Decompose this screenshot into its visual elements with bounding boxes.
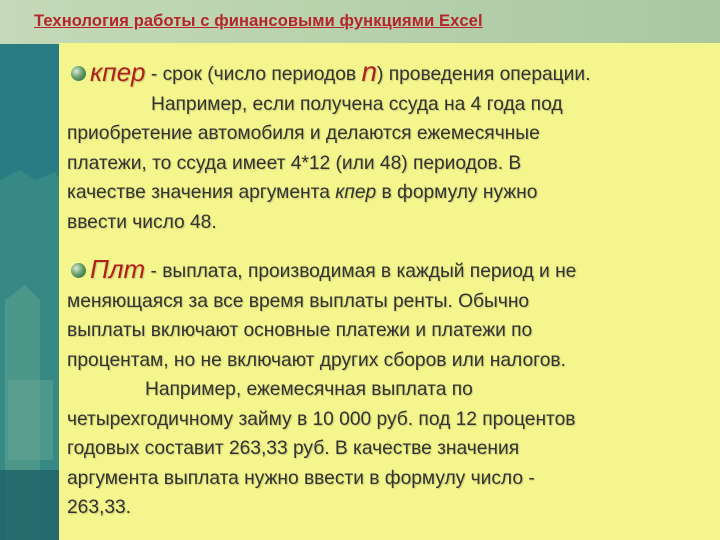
kper-heading-end: ) проведения операции. xyxy=(377,64,591,85)
plt-line-8: 263,33. xyxy=(67,497,132,518)
kper-dash-text: - срок (число периодов xyxy=(145,64,362,85)
plt-line-4 xyxy=(59,375,720,405)
kper-line-4-start: качестве значения аргумента xyxy=(67,182,336,203)
content-panel xyxy=(59,43,720,540)
kper-line-3: платежи, то ссуда имеет 4*12 (или 48) периодов. В xyxy=(67,152,522,174)
slide-title: Технология работы с финансовыми функциями Excel xyxy=(34,12,483,30)
plt-line-6: годовых составит 263,33 руб. В качестве значения xyxy=(67,438,520,459)
term-kper: кпер xyxy=(90,57,146,87)
plt-line-2: выплаты включают основные платежи и платежи по xyxy=(67,320,533,341)
plt-heading-line xyxy=(59,255,720,287)
term-plt: Плт xyxy=(90,254,146,284)
plt-line-3: процентам, но не включают других сборов или налогов. xyxy=(67,349,566,371)
kper-line-5: ввести число 48. xyxy=(67,211,217,233)
n-symbol: n xyxy=(361,56,378,87)
plt-heading-end: - выплата, производимая в каждый период и не xyxy=(145,261,577,282)
section-kper xyxy=(59,57,720,237)
kper-line-1 xyxy=(59,90,720,120)
plt-line-7: аргумента выплата нужно ввести в формулу число - xyxy=(67,467,535,489)
bullet-icon xyxy=(71,66,86,81)
plt-line-4-text: Например, ежемесячная выплата по xyxy=(145,379,473,400)
bullet-icon xyxy=(71,263,86,278)
kper-line-4 xyxy=(59,178,720,208)
kper-heading-line xyxy=(59,57,720,90)
kper-line-4-end: в формулу нужно xyxy=(376,182,538,203)
plt-line-1: меняющаяся за все время выплаты ренты. Обычно xyxy=(67,290,530,312)
plt-line-5: четырехгодичному займу в 10 000 руб. под 12 процентов xyxy=(67,408,576,430)
section-plt xyxy=(59,255,720,523)
kper-line-1-text: Например, если получена ссуда на 4 года под xyxy=(151,93,563,115)
kper-inline-term: кпер xyxy=(335,182,377,203)
kper-line-2: приобретение автомобиля и делаются ежемесячные xyxy=(67,123,540,144)
